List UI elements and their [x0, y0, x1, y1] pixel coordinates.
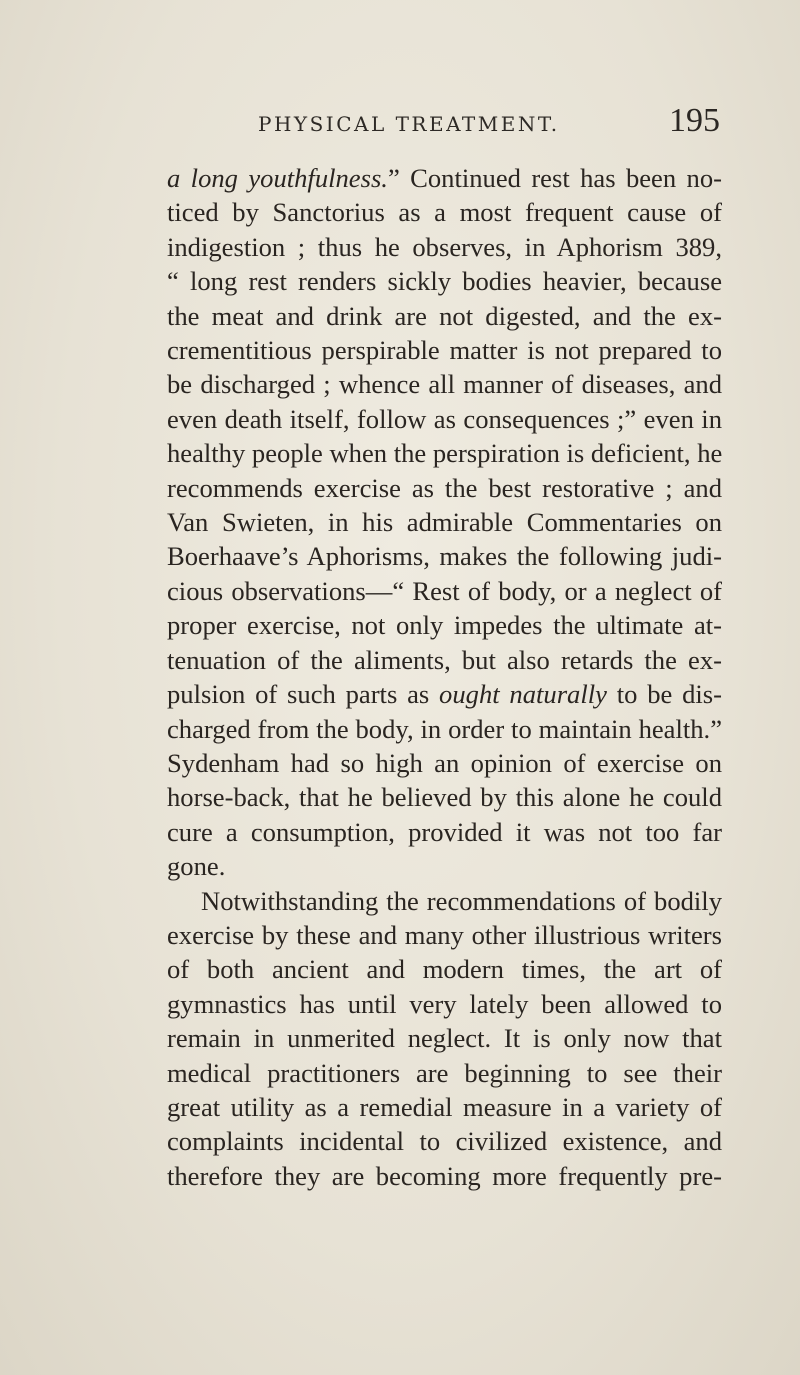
- text-line: great utility as a remedial measure in a variety of: [167, 1091, 722, 1122]
- text-line: tenuation of the aliments, but also retards the ex-: [167, 644, 722, 675]
- text-line: pulsion of such parts as ought naturally to be dis-: [167, 679, 723, 710]
- text-line: Boerhaave’s Aphorisms, makes the following judi-: [167, 541, 722, 572]
- text-line: horse-back, that he believed by this alone he could: [167, 782, 722, 813]
- text-line: complaints incidental to civilized existence, and: [167, 1126, 722, 1157]
- page-number: 195: [669, 102, 720, 139]
- text-line: therefore they are becoming more frequently pre-: [167, 1160, 722, 1191]
- text-line: Sydenham had so high an opinion of exercise on: [167, 747, 722, 778]
- text-line: Notwithstanding the recommendations of bodily: [201, 885, 722, 916]
- text-line: of both ancient and modern times, the art of: [167, 954, 722, 985]
- text-line: the meat and drink are not digested, and the ex-: [167, 300, 722, 331]
- text-line: medical practitioners are beginning to see their: [167, 1057, 722, 1088]
- text-line: ticed by Sanctorius as a most frequent cause of: [167, 197, 722, 228]
- text-line: gone.: [167, 851, 226, 882]
- text-line: Van Swieten, in his admirable Commentaries on: [167, 507, 722, 538]
- italic-phrase: a long youthfulness.: [167, 163, 388, 193]
- text-line: cious observations—“ Rest of body, or a neglect of: [167, 575, 722, 606]
- text-line: healthy people when the perspiration is deficient, he: [167, 438, 723, 469]
- paragraph-1: [167, 161, 722, 884]
- text-line: be discharged ; whence all manner of diseases, and: [167, 369, 722, 400]
- italic-phrase: ought naturally: [439, 679, 607, 710]
- text-line: cure a consumption, provided it was not too far: [167, 816, 722, 847]
- text-line: crementitious perspirable matter is not prepared to: [167, 335, 722, 366]
- text-line: “ long rest renders sickly bodies heavier, because: [167, 266, 722, 297]
- text-line: even death itself, follow as consequences ;” even in: [167, 403, 722, 434]
- running-title: PHYSICAL TREATMENT.: [258, 112, 560, 136]
- text-line: recommends exercise as the best restorative ; and: [167, 472, 722, 503]
- text-line: charged from the body, in order to maintain health.”: [167, 713, 722, 744]
- running-head: [175, 100, 720, 144]
- text-line: a long youthfulness.” Continued rest has been no-: [167, 163, 722, 193]
- body-text: [167, 161, 722, 1193]
- text-line: indigestion ; thus he observes, in Aphorism 389,: [167, 231, 722, 262]
- text-line: gymnastics has until very lately been allowed to: [167, 988, 722, 1019]
- text-line: proper exercise, not only impedes the ultimate at-: [167, 610, 722, 641]
- paragraph-2: [167, 884, 722, 1194]
- text-line: exercise by these and many other illustrious writers: [167, 919, 722, 950]
- text-line: remain in unmerited neglect. It is only now that: [167, 1023, 722, 1054]
